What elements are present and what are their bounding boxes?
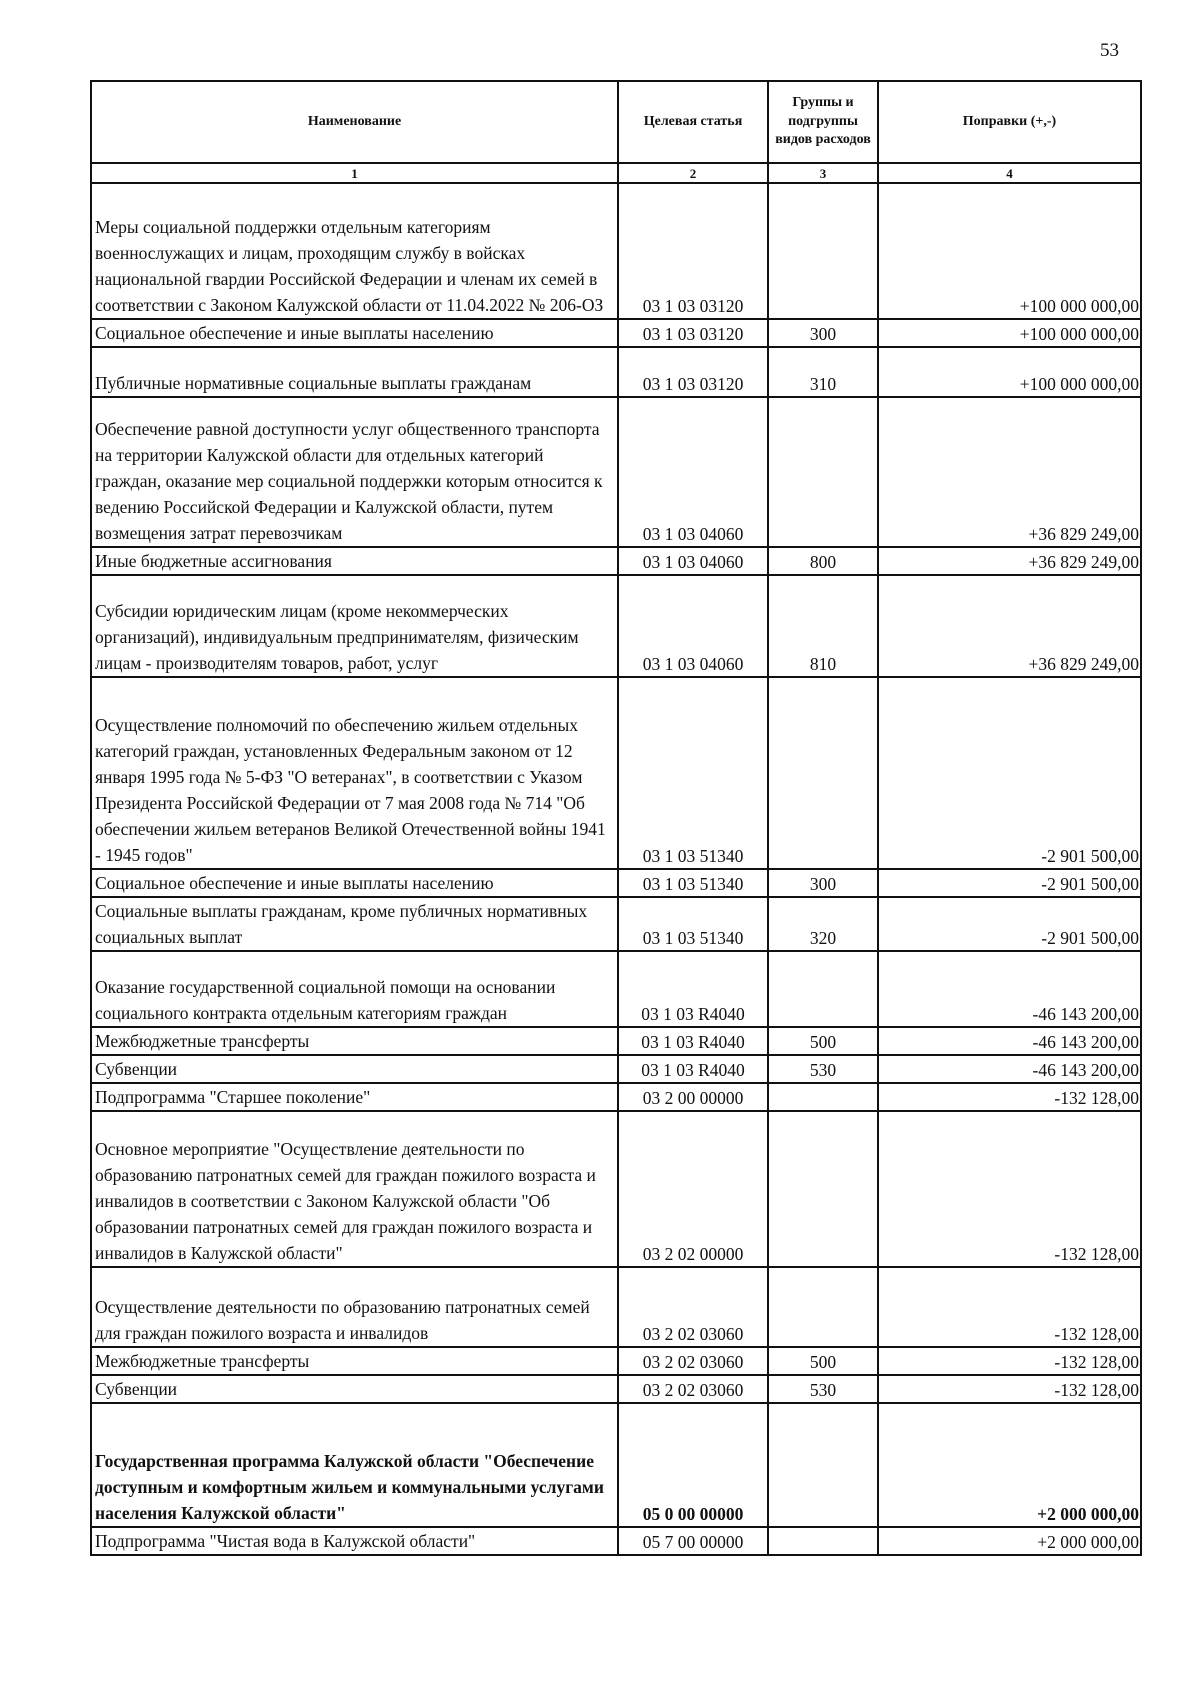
table-row: [91, 1347, 1141, 1375]
column-number-row: [91, 163, 1141, 183]
row-name: Осуществление деятельности по образованию патронатных семей для граждан пожилого возраста и инвалидов: [91, 1267, 618, 1347]
row-name: Основное мероприятие "Осуществление деятельности по образованию патронатных семей для граждан пожилого возраста и инвалидов в соответствии с Законом Калужской области "Об образовании патронатных семей для граждан пожилого возраста и инвалидов в Калужской области": [91, 1111, 618, 1267]
row-amount: +36 829 249,00: [878, 575, 1141, 677]
table-row: [91, 183, 1141, 319]
row-group: 810: [768, 575, 878, 677]
row-group: 500: [768, 1347, 878, 1375]
row-group: 530: [768, 1055, 878, 1083]
table-row: [91, 897, 1141, 951]
row-code: 03 1 03 04060: [618, 575, 768, 677]
row-group: 530: [768, 1375, 878, 1403]
row-amount: +100 000 000,00: [878, 319, 1141, 347]
row-code: 03 1 03 03120: [618, 347, 768, 397]
row-name: Публичные нормативные социальные выплаты гражданам: [91, 347, 618, 397]
row-name: Социальное обеспечение и иные выплаты населению: [91, 869, 618, 897]
table-row: [91, 1527, 1141, 1555]
table-row: [91, 319, 1141, 347]
row-amount: -132 128,00: [878, 1111, 1141, 1267]
row-group: [768, 951, 878, 1027]
column-number: 2: [618, 163, 768, 183]
row-group: [768, 1527, 878, 1555]
row-amount: -132 128,00: [878, 1083, 1141, 1111]
header-group: Группы и подгруппы видов расходов: [768, 81, 878, 163]
row-code: 03 2 02 03060: [618, 1267, 768, 1347]
row-code: 03 1 03 51340: [618, 677, 768, 869]
row-name: Субсидии юридическим лицам (кроме некоммерческих организаций), индивидуальным предпринимателям, физическим лицам - производителям товаров, работ, услуг: [91, 575, 618, 677]
row-group: [768, 1267, 878, 1347]
row-amount: -2 901 500,00: [878, 897, 1141, 951]
row-name: Осуществление полномочий по обеспечению жильем отдельных категорий граждан, установленных Федеральным законом от 12 января 1995 года № 5-ФЗ "О ветеранах", в соответствии с Указом Президента Российской Федерации от 7 мая 2008 года № 714 "Об обеспечении жильем ветеранов Великой Отечественной войны 1941 - 1945 годов": [91, 677, 618, 869]
row-name: Межбюджетные трансферты: [91, 1347, 618, 1375]
row-code: 03 2 02 00000: [618, 1111, 768, 1267]
table-row: [91, 951, 1141, 1027]
row-amount: -46 143 200,00: [878, 951, 1141, 1027]
row-name: Подпрограмма "Чистая вода в Калужской области": [91, 1527, 618, 1555]
row-group: [768, 1403, 878, 1527]
table-row: [91, 869, 1141, 897]
row-name: Субвенции: [91, 1375, 618, 1403]
row-amount: -2 901 500,00: [878, 869, 1141, 897]
row-code: 05 0 00 00000: [618, 1403, 768, 1527]
row-name: Государственная программа Калужской области "Обеспечение доступным и комфортным жильем и коммунальными услугами населения Калужской области": [91, 1403, 618, 1527]
table-row: [91, 397, 1141, 547]
row-code: 03 1 03 R4040: [618, 1055, 768, 1083]
table-row: [91, 575, 1141, 677]
budget-table: [90, 80, 1142, 1556]
row-amount: -132 128,00: [878, 1347, 1141, 1375]
table-row: [91, 677, 1141, 869]
row-group: 300: [768, 319, 878, 347]
row-group: [768, 397, 878, 547]
row-group: 310: [768, 347, 878, 397]
table-row: [91, 1055, 1141, 1083]
row-amount: +36 829 249,00: [878, 547, 1141, 575]
row-name: Оказание государственной социальной помощи на основании социального контракта отдельным категориям граждан: [91, 951, 618, 1027]
row-code: 03 1 03 51340: [618, 869, 768, 897]
header-article: Целевая статья: [618, 81, 768, 163]
row-group: [768, 1111, 878, 1267]
header-name: Наименование: [91, 81, 618, 163]
table-row: [91, 347, 1141, 397]
row-group: 800: [768, 547, 878, 575]
row-amount: -2 901 500,00: [878, 677, 1141, 869]
row-name: Социальные выплаты гражданам, кроме публичных нормативных социальных выплат: [91, 897, 618, 951]
row-name: Обеспечение равной доступности услуг общественного транспорта на территории Калужской области для отдельных категорий граждан, оказание мер социальной поддержки которым относится к ведению Российской Федерации и Калужской области, путем возмещения затрат перевозчикам: [91, 397, 618, 547]
row-group: 500: [768, 1027, 878, 1055]
row-name: Подпрограмма "Старшее поколение": [91, 1083, 618, 1111]
row-group: [768, 183, 878, 319]
row-code: 03 1 03 R4040: [618, 951, 768, 1027]
page-number: 53: [1100, 40, 1119, 61]
column-number: 4: [878, 163, 1141, 183]
row-code: 03 1 03 R4040: [618, 1027, 768, 1055]
row-amount: -46 143 200,00: [878, 1027, 1141, 1055]
column-number: 1: [91, 163, 618, 183]
table-row: [91, 1111, 1141, 1267]
row-name: Субвенции: [91, 1055, 618, 1083]
row-group: 300: [768, 869, 878, 897]
row-amount: -46 143 200,00: [878, 1055, 1141, 1083]
row-name: Меры социальной поддержки отдельным категориям военнослужащих и лицам, проходящим службу в войсках национальной гвардии Российской Федерации и членам их семей в соответствии с Законом Калужской области от 11.04.2022 № 206-ОЗ: [91, 183, 618, 319]
table-row: [91, 547, 1141, 575]
header-amendment: Поправки (+,-): [878, 81, 1141, 163]
row-code: 03 2 02 03060: [618, 1347, 768, 1375]
row-amount: +100 000 000,00: [878, 347, 1141, 397]
table-row: [91, 1027, 1141, 1055]
row-name: Иные бюджетные ассигнования: [91, 547, 618, 575]
row-amount: +2 000 000,00: [878, 1403, 1141, 1527]
row-amount: -132 128,00: [878, 1267, 1141, 1347]
column-number: 3: [768, 163, 878, 183]
header-row: [91, 81, 1141, 163]
row-code: 03 1 03 04060: [618, 397, 768, 547]
table-row: [91, 1267, 1141, 1347]
row-code: 05 7 00 00000: [618, 1527, 768, 1555]
row-amount: -132 128,00: [878, 1375, 1141, 1403]
row-code: 03 1 03 04060: [618, 547, 768, 575]
row-name: Межбюджетные трансферты: [91, 1027, 618, 1055]
row-amount: +36 829 249,00: [878, 397, 1141, 547]
row-amount: +2 000 000,00: [878, 1527, 1141, 1555]
table-row: [91, 1375, 1141, 1403]
row-group: 320: [768, 897, 878, 951]
row-code: 03 1 03 03120: [618, 183, 768, 319]
row-code: 03 1 03 03120: [618, 319, 768, 347]
table-row: [91, 1083, 1141, 1111]
table-row: [91, 1403, 1141, 1527]
row-name: Социальное обеспечение и иные выплаты населению: [91, 319, 618, 347]
row-code: 03 2 02 03060: [618, 1375, 768, 1403]
row-code: 03 2 00 00000: [618, 1083, 768, 1111]
row-group: [768, 677, 878, 869]
row-code: 03 1 03 51340: [618, 897, 768, 951]
row-amount: +100 000 000,00: [878, 183, 1141, 319]
row-group: [768, 1083, 878, 1111]
